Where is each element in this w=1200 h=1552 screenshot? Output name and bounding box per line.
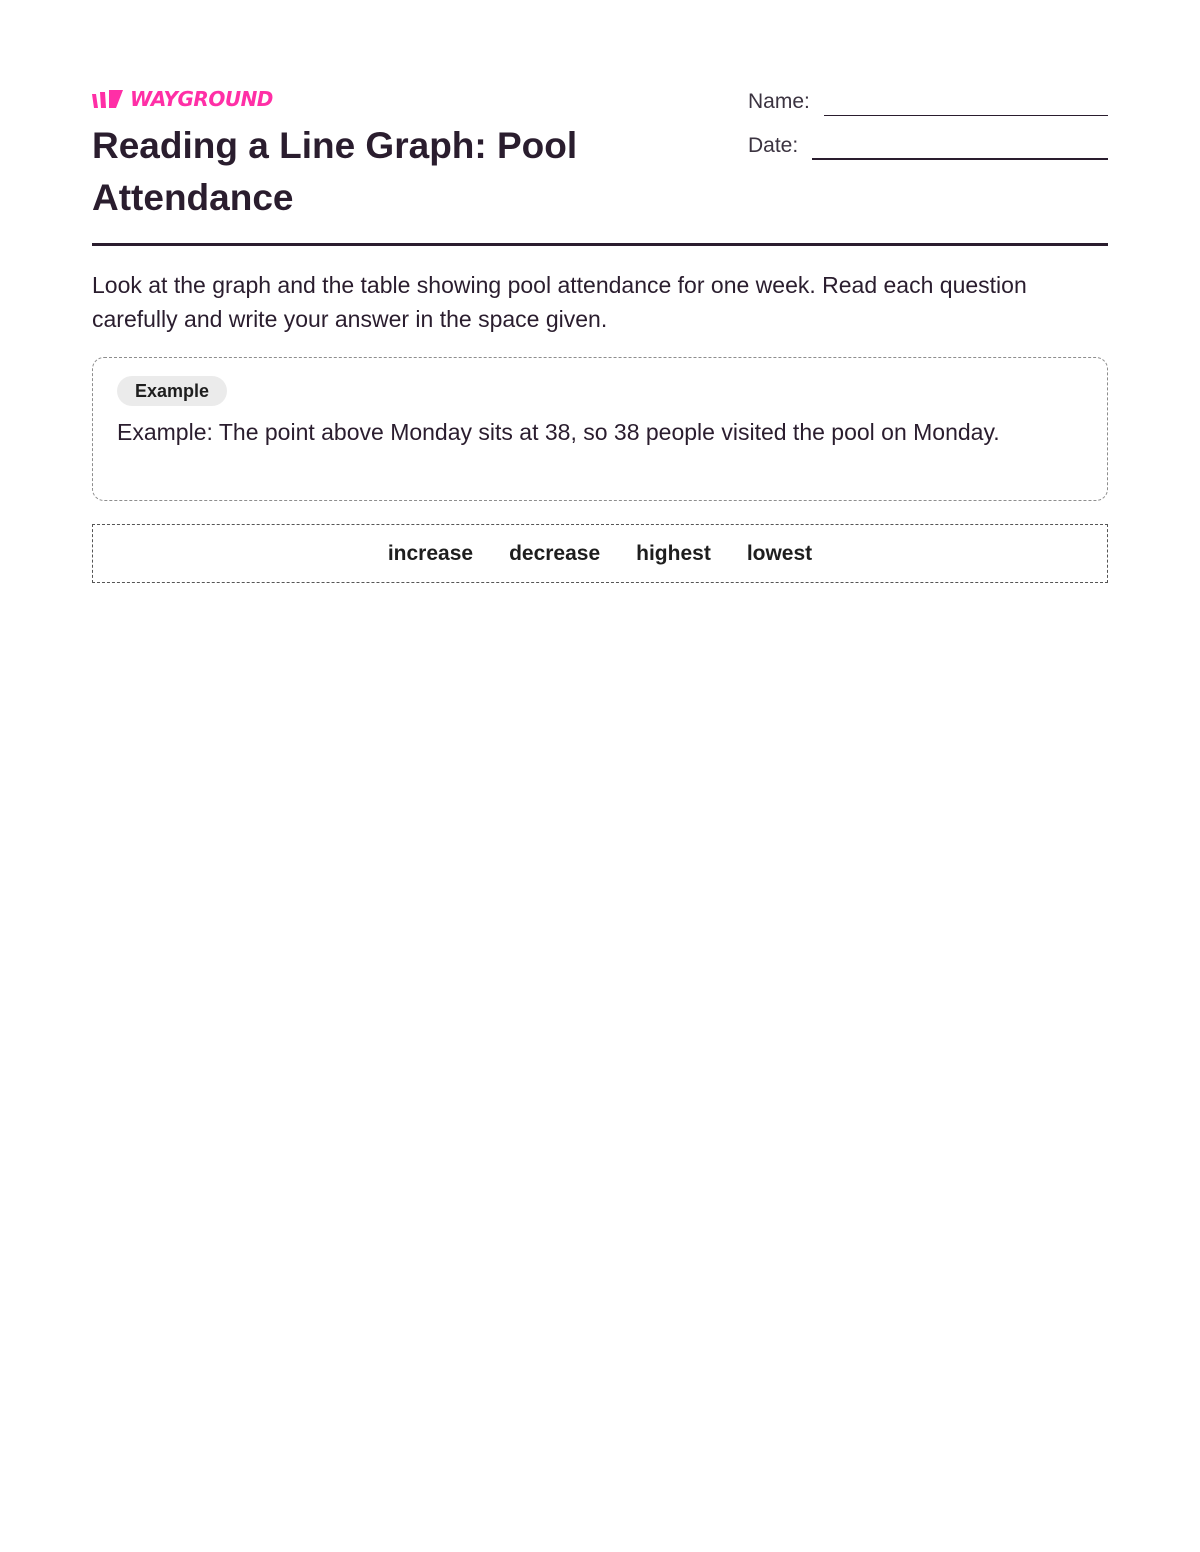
date-field[interactable] xyxy=(812,158,1108,160)
word-bank-item: decrease xyxy=(509,541,601,565)
student-info xyxy=(748,86,1108,174)
name-row xyxy=(748,86,1108,118)
name-label: Name: xyxy=(748,90,810,113)
date-row xyxy=(748,130,1108,162)
example-text: Example: The point above Monday sits at 38, so 38 people visited the pool on Monday. xyxy=(117,419,1000,445)
word-bank-item: highest xyxy=(636,541,711,565)
name-field[interactable] xyxy=(824,115,1108,116)
brand-name: WAYGROUND xyxy=(130,87,273,111)
word-bank xyxy=(92,524,1108,583)
example-badge: Example xyxy=(117,376,227,406)
date-label: Date: xyxy=(748,134,799,157)
word-bank-item: increase xyxy=(387,541,474,565)
worksheet-title: Reading a Line Graph: Pool Attendance xyxy=(92,125,578,218)
instructions: Look at the graph and the table showing pool attendance for one week. Read each question carefully and write your answer in the space given. xyxy=(92,272,1027,332)
header-divider xyxy=(92,243,1108,246)
word-bank-item: lowest xyxy=(746,541,813,565)
brand-logo xyxy=(92,88,273,110)
wayground-logo-icon xyxy=(92,88,124,110)
example-box xyxy=(92,357,1108,501)
